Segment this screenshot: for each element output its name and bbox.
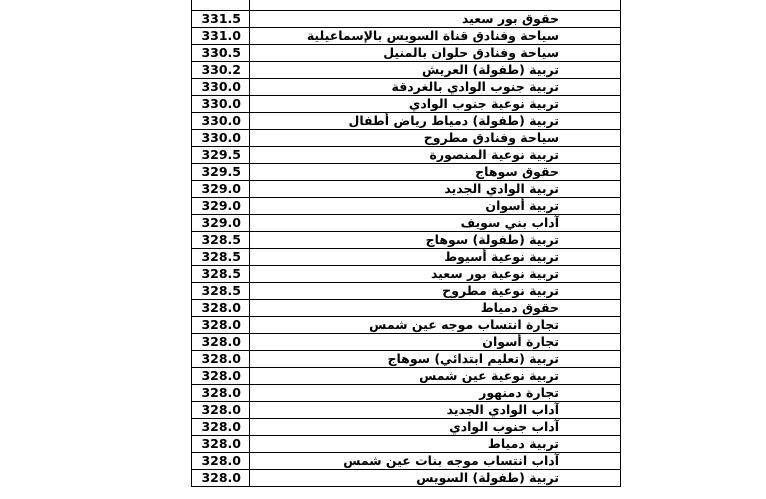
faculty-cell (250, 470, 621, 487)
faculty-name: تربية أسوان (485, 198, 559, 213)
results-table-body (192, 0, 621, 487)
faculty-name: تربية نوعية عين شمس (419, 368, 559, 383)
faculty-name: تربية (تعليم ابتدائي) سوهاج (387, 351, 559, 366)
score-cell: 328.0 (192, 402, 250, 419)
score-cell: 328.0 (192, 368, 250, 385)
faculty-name: تربية (طفولة) دمياط رياض أطفال (348, 113, 559, 128)
score-cell: 328.0 (192, 470, 250, 487)
faculty-name: تربية نوعية مطروح (442, 283, 559, 298)
score-cell: 330.2 (192, 62, 250, 79)
table-row (192, 96, 621, 113)
faculty-name: تربية نوعية أسيوط (444, 249, 559, 264)
score-cell: 328.0 (192, 300, 250, 317)
faculty-name: آداب جنوب الوادي (449, 419, 559, 434)
faculty-cell (250, 181, 621, 198)
faculty-cell (250, 266, 621, 283)
score-cell: 328.0 (192, 419, 250, 436)
table-row (192, 164, 621, 181)
faculty-name: تربية الوادي الجديد (444, 181, 559, 196)
faculty-cell (250, 11, 621, 28)
faculty-cell (250, 0, 621, 11)
score-cell: 328.0 (192, 351, 250, 368)
score-cell: 328.5 (192, 249, 250, 266)
faculty-cell (250, 436, 621, 453)
score-cell: 330.0 (192, 96, 250, 113)
table-row (192, 147, 621, 164)
faculty-cell (250, 164, 621, 181)
table-row (192, 45, 621, 62)
faculty-name: تربية (طفولة) سوهاج (425, 232, 559, 247)
table-row (192, 283, 621, 300)
faculty-name: آداب انتساب موجه بنات عين شمس (343, 453, 559, 468)
score-cell (192, 0, 250, 11)
faculty-cell (250, 249, 621, 266)
faculty-cell (250, 198, 621, 215)
table-row (192, 402, 621, 419)
faculty-cell (250, 317, 621, 334)
score-cell: 328.5 (192, 283, 250, 300)
score-cell: 330.0 (192, 79, 250, 96)
results-table (191, 0, 621, 487)
faculty-cell (250, 147, 621, 164)
faculty-name: آداب الوادي الجديد (446, 402, 559, 417)
faculty-cell (250, 453, 621, 470)
table-row (192, 28, 621, 45)
table-row (192, 215, 621, 232)
score-cell: 329.5 (192, 147, 250, 164)
faculty-name: سياحة وفنادق حلوان بالمنيل (383, 45, 559, 60)
table-row (192, 113, 621, 130)
score-cell: 328.0 (192, 453, 250, 470)
table-row (192, 453, 621, 470)
table-row (192, 436, 621, 453)
faculty-name: تربية (طفولة) العريش (421, 62, 559, 77)
faculty-cell (250, 215, 621, 232)
faculty-cell (250, 300, 621, 317)
score-cell: 328.5 (192, 266, 250, 283)
faculty-name: حقوق سوهاج (475, 164, 559, 179)
faculty-name: تربية نوعية جنوب الوادي (408, 96, 559, 111)
table-row (192, 385, 621, 402)
faculty-name: تجارة أسوان (482, 334, 559, 349)
faculty-cell (250, 79, 621, 96)
faculty-cell (250, 45, 621, 62)
table-row (192, 62, 621, 79)
faculty-cell (250, 385, 621, 402)
score-cell: 331.5 (192, 11, 250, 28)
table-row (192, 266, 621, 283)
faculty-cell (250, 351, 621, 368)
score-cell: 330.5 (192, 45, 250, 62)
table-row (192, 470, 621, 487)
faculty-cell (250, 130, 621, 147)
score-cell: 328.0 (192, 385, 250, 402)
score-cell: 330.0 (192, 130, 250, 147)
faculty-name: حقوق دمياط (480, 300, 559, 315)
score-cell: 329.0 (192, 198, 250, 215)
faculty-cell (250, 334, 621, 351)
score-cell: 328.0 (192, 436, 250, 453)
faculty-cell (250, 28, 621, 45)
score-cell: 330.0 (192, 113, 250, 130)
table-row (192, 368, 621, 385)
faculty-cell (250, 368, 621, 385)
table-row (192, 11, 621, 28)
score-cell: 329.5 (192, 164, 250, 181)
table-row (192, 300, 621, 317)
faculty-name: تربية جنوب الوادي بالغردقة (391, 79, 559, 94)
faculty-cell (250, 232, 621, 249)
faculty-name: تجارة دمنهور (479, 385, 559, 400)
score-cell: 328.5 (192, 232, 250, 249)
table-row (192, 181, 621, 198)
table-row (192, 130, 621, 147)
faculty-cell (250, 283, 621, 300)
score-cell: 329.0 (192, 215, 250, 232)
table-row (192, 419, 621, 436)
score-cell: 328.0 (192, 334, 250, 351)
table-row (192, 317, 621, 334)
faculty-name: آداب بني سويف (460, 215, 559, 230)
score-cell: 329.0 (192, 181, 250, 198)
faculty-cell (250, 113, 621, 130)
faculty-cell (250, 62, 621, 79)
score-cell: 328.0 (192, 317, 250, 334)
table-row (192, 249, 621, 266)
faculty-name: حقوق بور سعيد (461, 11, 559, 26)
faculty-name: تربية نوعية بور سعيد (430, 266, 559, 281)
faculty-name: تربية دمياط (487, 436, 559, 451)
faculty-cell (250, 402, 621, 419)
faculty-cell (250, 419, 621, 436)
faculty-name: سياحة وفنادق مطروح (423, 130, 559, 145)
faculty-cell (250, 96, 621, 113)
table-row (192, 79, 621, 96)
score-cell: 331.0 (192, 28, 250, 45)
faculty-name: سياحة وفنادق قناة السويس بالإسماعيلية (306, 28, 559, 43)
table-row (192, 0, 621, 11)
faculty-name: تربية نوعية المنصورة (429, 147, 559, 162)
faculty-name: تجارة انتساب موجه عين شمس (369, 317, 559, 332)
table-row (192, 334, 621, 351)
faculty-name: تربية (طفولة) السويس (416, 470, 559, 485)
table-row (192, 198, 621, 215)
table-row (192, 351, 621, 368)
table-row (192, 232, 621, 249)
